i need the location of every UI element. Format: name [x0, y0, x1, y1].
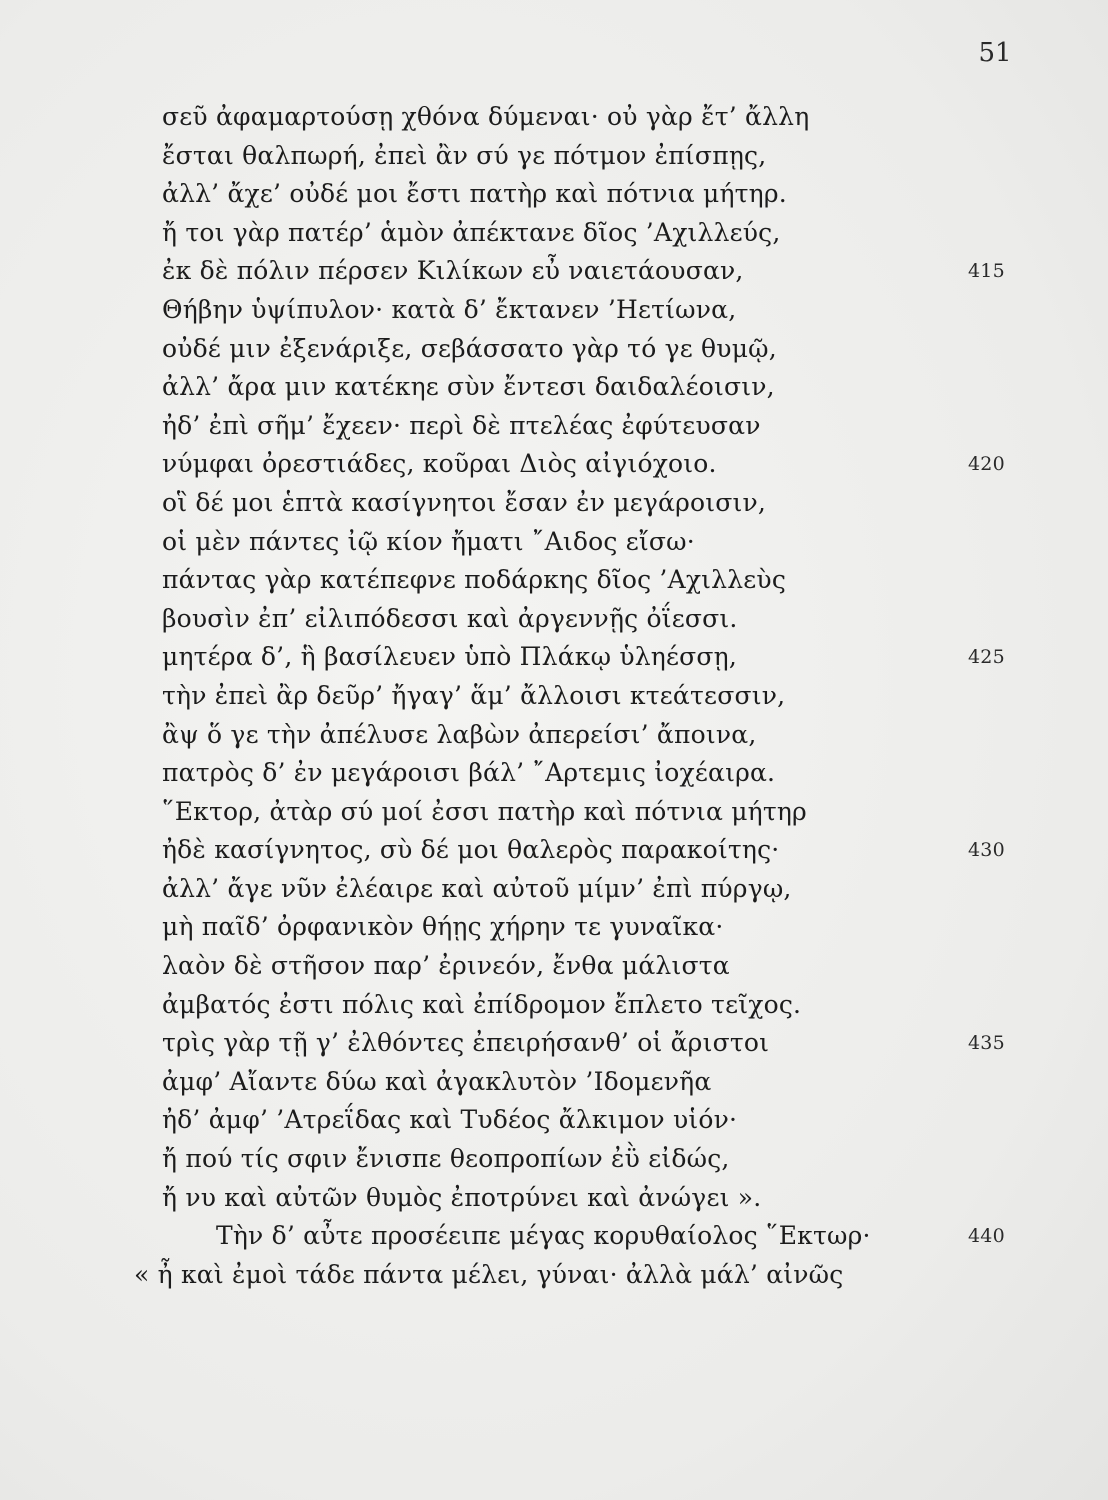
verse-text: Τὴν δ’ αὖτε προσέειπε μέγας κορυθαίολος ῞Εκτωρ·: [216, 1221, 871, 1251]
verse-text: ἔσται θαλπωρή, ἐπεὶ ἂν σύ γε πότμον ἐπίσπῃς,: [162, 140, 767, 170]
verse-text: ἠδ’ ἐπὶ σῆμ’ ἔχεεν· περὶ δὲ πτελέας ἐφύτευσαν: [162, 410, 761, 440]
verse-text: πατρὸς δ’ ἐν μεγάροισι βάλ’ ῎Αρτεμις ἰοχέαιρα.: [162, 758, 776, 788]
verse-text: σεῦ ἀφαμαρτούσῃ χθόνα δύμεναι· οὐ γὰρ ἔτ’ ἄλλη: [162, 102, 810, 131]
verse-text: ἐκ δὲ πόλιν πέρσεν Κιλίκων εὖ ναιετάουσαν,: [162, 256, 744, 286]
verse-line: [162, 330, 962, 369]
verse-line: [162, 98, 962, 137]
verse-text: « ἦ καὶ ἐμοὶ τάδε πάντα μέλει, γύναι· ἀλλὰ μάλ’ αἰνῶς: [134, 1259, 844, 1289]
verse-line: [162, 214, 962, 253]
verse-line: [162, 252, 1005, 291]
verse-line: [162, 1101, 962, 1140]
verse-text: ἀλλ’ ἄρα μιν κατέκηε σὺν ἔντεσι δαιδαλέοισιν,: [162, 372, 775, 402]
verse-line: [162, 407, 962, 446]
verse-text: νύμφαι ὀρεστιάδες, κοῦραι Διὸς αἰγιόχοιο.: [162, 449, 717, 479]
line-number: 440: [968, 1225, 1005, 1248]
verse-line: [162, 137, 962, 176]
verse-line-quote-start: [134, 1256, 962, 1295]
verse-text: βουσὶν ἐπ’ εἰλιπόδεσσι καὶ ἀργεννῇς ὀΐεσσι.: [162, 603, 738, 633]
verse-line: [162, 986, 962, 1025]
line-number: 435: [968, 1032, 1005, 1055]
verse-block: [134, 98, 1005, 1294]
verse-text: ῞Εκτορ, ἀτὰρ σύ μοί ἐσσι πατὴρ καὶ πότνια μήτηρ: [162, 796, 807, 826]
page-number: 51: [978, 38, 1012, 68]
line-number: 430: [968, 839, 1005, 862]
verse-line: [162, 1063, 962, 1102]
verse-line: [162, 638, 1005, 677]
verse-text: ἀλλ’ ἄχε’ οὐδέ μοι ἔστι πατὴρ καὶ πότνια μήτηρ.: [162, 179, 787, 209]
verse-text: οὐδέ μιν ἐξενάριξε, σεβάσσατο γὰρ τό γε θυμῷ,: [162, 333, 777, 363]
verse-line: [162, 716, 962, 755]
verse-line: [162, 947, 962, 986]
line-number: 425: [968, 646, 1005, 669]
verse-text: τρὶς γὰρ τῇ γ’ ἐλθόντες ἐπειρήσανθ’ οἱ ἄριστοι: [162, 1028, 770, 1058]
verse-text: ἤ νυ καὶ αὐτῶν θυμὸς ἐποτρύνει καὶ ἀνώγει ».: [162, 1182, 762, 1212]
verse-line: [162, 793, 962, 832]
line-number: 420: [968, 453, 1005, 476]
verse-line: [162, 1140, 962, 1179]
verse-text: ἤ τοι γὰρ πατέρ’ ἁμὸν ἀπέκτανε δῖος ’Αχιλλεύς,: [162, 217, 781, 247]
verse-text: Θήβην ὑψίπυλον· κατὰ δ’ ἔκτανεν ’Ηετίωνα,: [162, 294, 737, 324]
verse-line: [162, 1179, 962, 1218]
verse-text: ἂψ ὅ γε τὴν ἀπέλυσε λαβὼν ἀπερείσι’ ἄποινα,: [162, 719, 757, 749]
verse-line: [162, 291, 962, 330]
verse-line: [162, 484, 962, 523]
verse-text: πάντας γὰρ κατέπεφνε ποδάρκης δῖος ’Αχιλλεὺς: [162, 565, 787, 595]
verse-text: ἤ πού τίς σφιν ἔνισπε θεοπροπίων ἐῢ εἰδώς,: [162, 1144, 730, 1174]
verse-text: οἳ δέ μοι ἑπτὰ κασίγνητοι ἔσαν ἐν μεγάροισιν,: [162, 487, 767, 517]
verse-text: ἀμβατός ἐστι πόλις καὶ ἐπίδρομον ἔπλετο τεῖχος.: [162, 989, 802, 1019]
verse-text: τὴν ἐπεὶ ἂρ δεῦρ’ ἤγαγ’ ἅμ’ ἄλλοισι κτεάτεσσιν,: [162, 680, 786, 710]
verse-text: ἠδ’ ἀμφ’ ’Ατρεΐδας καὶ Τυδέος ἄλκιμον υἱόν·: [162, 1105, 738, 1135]
verse-line: [162, 368, 962, 407]
verse-line: [162, 677, 962, 716]
line-number: 415: [968, 260, 1005, 283]
verse-text: λαὸν δὲ στῆσον παρ’ ἐρινεόν, ἔνθα μάλιστα: [162, 951, 730, 981]
verse-text: οἱ μὲν πάντες ἰῷ κίον ἤματι ῎Αιδος εἴσω·: [162, 526, 695, 556]
verse-line: [162, 1024, 1005, 1063]
verse-text: μητέρα δ’, ἣ βασίλευεν ὑπὸ Πλάκῳ ὑληέσσῃ,: [162, 642, 737, 672]
verse-line: [162, 445, 1005, 484]
verse-line: [162, 870, 962, 909]
verse-line: [162, 600, 962, 639]
verse-line: [162, 561, 962, 600]
verse-line: [162, 908, 962, 947]
verse-line: [162, 523, 962, 562]
verse-text: μὴ παῖδ’ ὀρφανικὸν θήῃς χήρην τε γυναῖκα·: [162, 912, 724, 942]
verse-line-paragraph-start: [162, 1217, 1005, 1256]
verse-text: ἀλλ’ ἄγε νῦν ἐλέαιρε καὶ αὐτοῦ μίμν’ ἐπὶ πύργῳ,: [162, 873, 792, 903]
verse-line: [162, 754, 962, 793]
verse-line: [162, 175, 962, 214]
verse-line: [162, 831, 1005, 870]
verse-text: ἠδὲ κασίγνητος, σὺ δέ μοι θαλερὸς παρακοίτης·: [162, 835, 780, 865]
verse-text: ἀμφ’ Αἴαντε δύω καὶ ἀγακλυτὸν ’Ιδομενῆα: [162, 1066, 712, 1096]
